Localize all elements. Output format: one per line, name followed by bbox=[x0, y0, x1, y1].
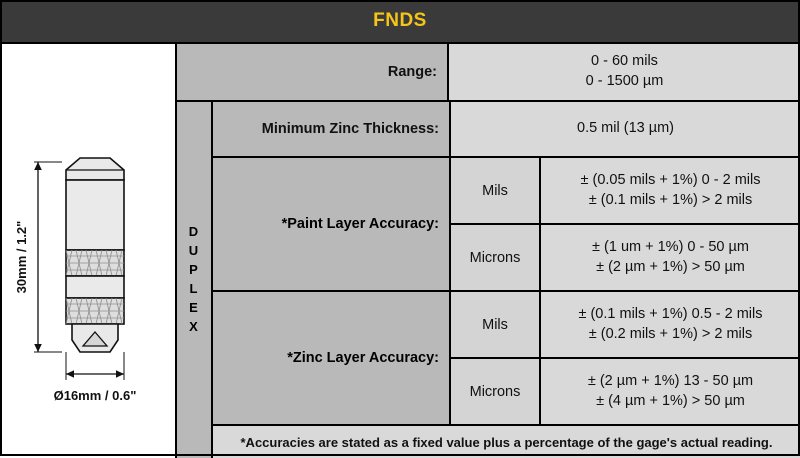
table-row bbox=[451, 359, 800, 424]
paint-microns-line-2: ± (2 µm + 1%) > 50 µm bbox=[596, 258, 745, 275]
zinc-mils-line-1: ± (0.1 mils + 1%) 0.5 - 2 mils bbox=[578, 305, 763, 322]
zinc-unit-microns-label: Microns bbox=[451, 359, 541, 424]
probe-body bbox=[66, 158, 124, 352]
duplex-letter: U bbox=[188, 243, 200, 259]
table-row bbox=[451, 158, 800, 225]
title-bar bbox=[0, 0, 800, 44]
range-value-line-1: 0 - 60 mils bbox=[591, 53, 658, 70]
duplex-letter: P bbox=[189, 262, 199, 278]
min-zinc-thickness-value: 0.5 mil (13 µm) bbox=[451, 102, 800, 156]
zinc-unit-microns-values bbox=[541, 359, 800, 424]
paint-accuracy-block bbox=[213, 158, 800, 292]
zinc-microns-line-2: ± (4 µm + 1%) > 50 µm bbox=[596, 392, 745, 409]
probe-diagram bbox=[0, 44, 173, 456]
table-row bbox=[451, 292, 800, 359]
zinc-mils-line-2: ± (0.2 mils + 1%) > 2 mils bbox=[588, 325, 753, 342]
zinc-accuracy-label: *Zinc Layer Accuracy: bbox=[213, 292, 451, 424]
paint-accuracy-label: *Paint Layer Accuracy: bbox=[213, 158, 451, 290]
spec-table bbox=[177, 44, 800, 458]
paint-accuracy-units bbox=[451, 158, 800, 290]
paint-unit-mils-label: Mils bbox=[451, 158, 541, 223]
duplex-vertical-label bbox=[177, 102, 213, 458]
page-title: FNDS bbox=[373, 10, 427, 31]
range-value bbox=[449, 44, 800, 100]
paint-mils-line-1: ± (0.05 mils + 1%) 0 - 2 mils bbox=[580, 171, 761, 188]
table-row bbox=[451, 225, 800, 290]
zinc-microns-line-1: ± (2 µm + 1%) 13 - 50 µm bbox=[587, 372, 754, 389]
min-zinc-thickness-label: Minimum Zinc Thickness: bbox=[213, 102, 451, 156]
zinc-accuracy-units bbox=[451, 292, 800, 424]
duplex-letter: E bbox=[189, 299, 199, 315]
paint-mils-line-2: ± (0.1 mils + 1%) > 2 mils bbox=[588, 191, 753, 208]
duplex-letter: X bbox=[189, 318, 199, 334]
duplex-letter: L bbox=[189, 281, 199, 296]
diameter-dimension-label: Ø16mm / 0.6" bbox=[53, 388, 137, 403]
range-value-line-2: 0 - 1500 µm bbox=[585, 73, 664, 89]
paint-unit-microns-label: Microns bbox=[451, 225, 541, 290]
height-dimension-label: 30mm / 1.2" bbox=[14, 220, 29, 294]
duplex-rows bbox=[213, 102, 800, 458]
duplex-letter: D bbox=[188, 224, 200, 240]
paint-unit-microns-values bbox=[541, 225, 800, 290]
table-row bbox=[213, 102, 800, 158]
table-row bbox=[177, 44, 800, 102]
paint-microns-line-1: ± (1 um + 1%) 0 - 50 µm bbox=[592, 238, 749, 255]
zinc-unit-mils-values bbox=[541, 292, 800, 357]
footnote-row bbox=[213, 426, 800, 458]
product-illustration-panel bbox=[0, 44, 177, 458]
paint-unit-mils-values bbox=[541, 158, 800, 223]
zinc-accuracy-block bbox=[213, 292, 800, 426]
range-label: Range: bbox=[177, 44, 449, 100]
footnote-text: *Accuracies are stated as a fixed value plus a percentage of the gage's actual reading. bbox=[213, 426, 800, 458]
duplex-group bbox=[177, 102, 800, 458]
body-area bbox=[0, 44, 800, 458]
zinc-unit-mils-label: Mils bbox=[451, 292, 541, 357]
